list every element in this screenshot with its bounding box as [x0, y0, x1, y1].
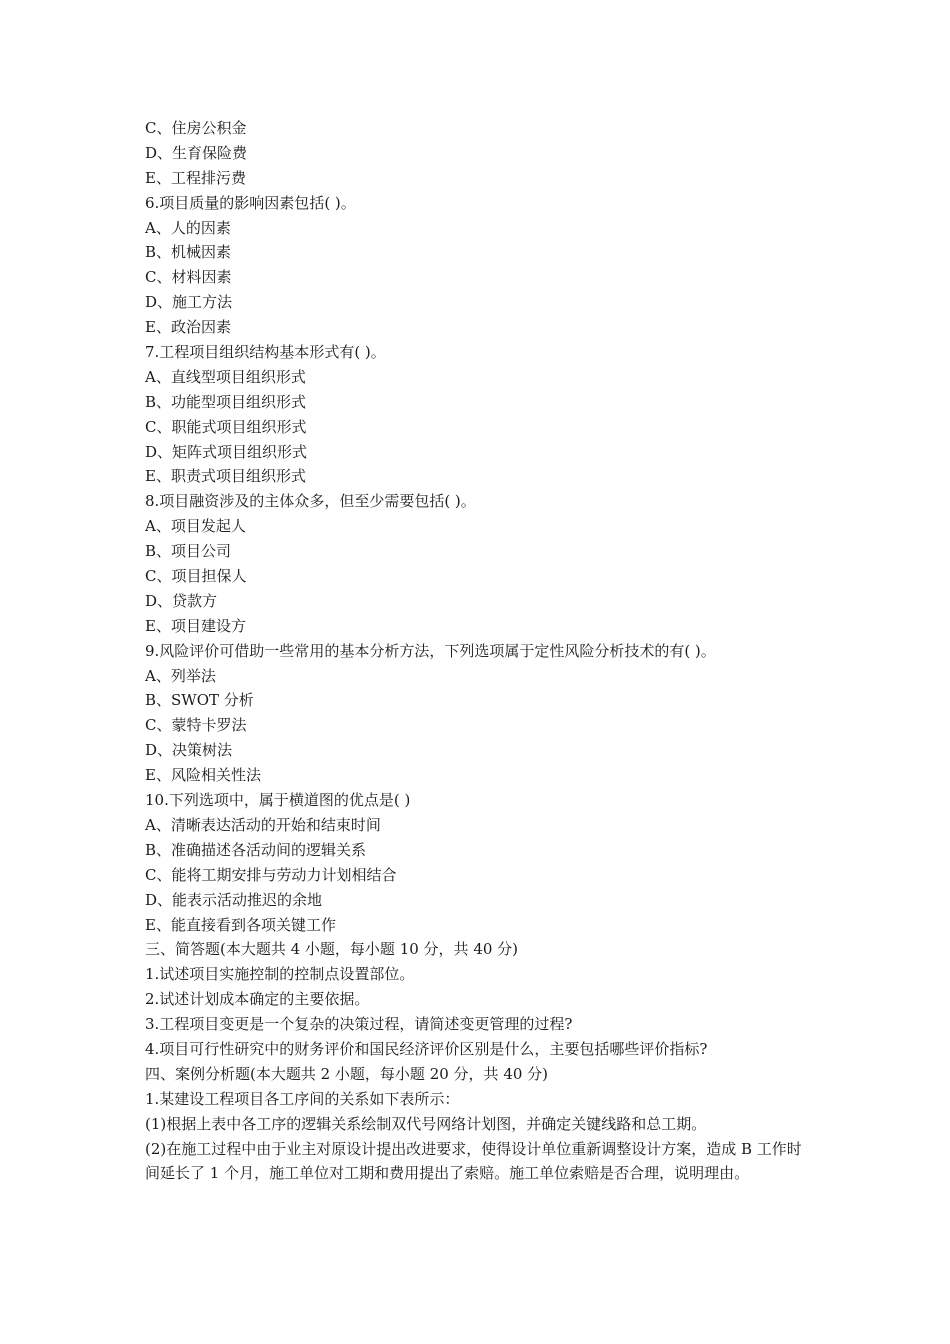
short-answer-question: 4.项目可行性研究中的财务评价和国民经济评价区别是什么，主要包括哪些评价指标? [145, 1039, 708, 1058]
case-subquestion-paragraph: (2)在施工过程中由于业主对原设计提出改进要求，使得设计单位重新调整设计方案，造成 B 工作时间延长了 1 个月，施工单位对工期和费用提出了索赔。施工单位索赔是否合理，说明理由。 [145, 1139, 802, 1183]
option-line: C、蒙特卡罗法 [145, 716, 247, 735]
option-line: E、工程排污费 [145, 168, 246, 187]
option-line: A、列举法 [145, 666, 216, 685]
question-9: 9.风险评价可借助一些常用的基本分析方法，下列选项属于定性风险分析技术的有( )。 [145, 641, 716, 660]
option-line: C、项目担保人 [145, 567, 247, 586]
option-line: E、政治因素 [145, 318, 231, 337]
option-line: A、直线型项目组织形式 [145, 367, 306, 386]
option-line: D、能表示活动推迟的余地 [145, 890, 323, 909]
case-subquestion: (1)根据上表中各工序的逻辑关系绘制双代号网络计划图，并确定关键线路和总工期。 [145, 1114, 707, 1133]
section-heading-short-answer: 三、简答题(本大题共 4 小题，每小题 10 分，共 40 分) [145, 940, 519, 959]
option-line: E、项目建设方 [145, 616, 246, 635]
question-8: 8.项目融资涉及的主体众多，但至少需要包括( )。 [145, 492, 476, 511]
option-line: E、能直接看到各项关键工作 [145, 915, 336, 934]
option-line: B、机械因素 [145, 243, 232, 262]
option-line: B、功能型项目组织形式 [145, 392, 307, 411]
case-question: 1.某建设工程项目各工序间的关系如下表所示： [145, 1089, 460, 1108]
option-line: A、人的因素 [145, 218, 231, 237]
option-line: D、决策树法 [145, 741, 233, 760]
option-line: D、矩阵式项目组织形式 [145, 442, 308, 461]
short-answer-question: 1.试述项目实施控制的控制点设置部位。 [145, 965, 415, 984]
option-line: A、清晰表达活动的开始和结束时间 [145, 815, 381, 834]
document-body [145, 116, 813, 1186]
option-line: B、SWOT 分析 [145, 691, 254, 710]
option-line: A、项目发起人 [145, 517, 246, 536]
option-line: B、准确描述各活动间的逻辑关系 [145, 840, 367, 859]
question-10: 10.下列选项中，属于横道图的优点是( ) [145, 791, 411, 810]
option-line: D、贷款方 [145, 591, 218, 610]
option-line: C、职能式项目组织形式 [145, 417, 307, 436]
question-7: 7.工程项目组织结构基本形式有( )。 [145, 343, 386, 362]
short-answer-question: 2.试述计划成本确定的主要依据。 [145, 990, 370, 1009]
option-line: E、职责式项目组织形式 [145, 467, 306, 486]
short-answer-question: 3.工程项目变更是一个复杂的决策过程，请简述变更管理的过程? [145, 1015, 573, 1034]
option-line: E、风险相关性法 [145, 766, 261, 785]
question-6: 6.项目质量的影响因素包括( )。 [145, 193, 356, 212]
option-line: D、施工方法 [145, 293, 233, 312]
section-heading-case-analysis: 四、案例分析题(本大题共 2 小题，每小题 20 分，共 40 分) [145, 1064, 549, 1083]
option-line: C、住房公积金 [145, 119, 247, 137]
option-line: B、项目公司 [145, 542, 232, 561]
option-line: D、生育保险费 [145, 143, 248, 162]
option-line: C、能将工期安排与劳动力计划相结合 [145, 865, 397, 884]
option-line: C、材料因素 [145, 268, 232, 287]
